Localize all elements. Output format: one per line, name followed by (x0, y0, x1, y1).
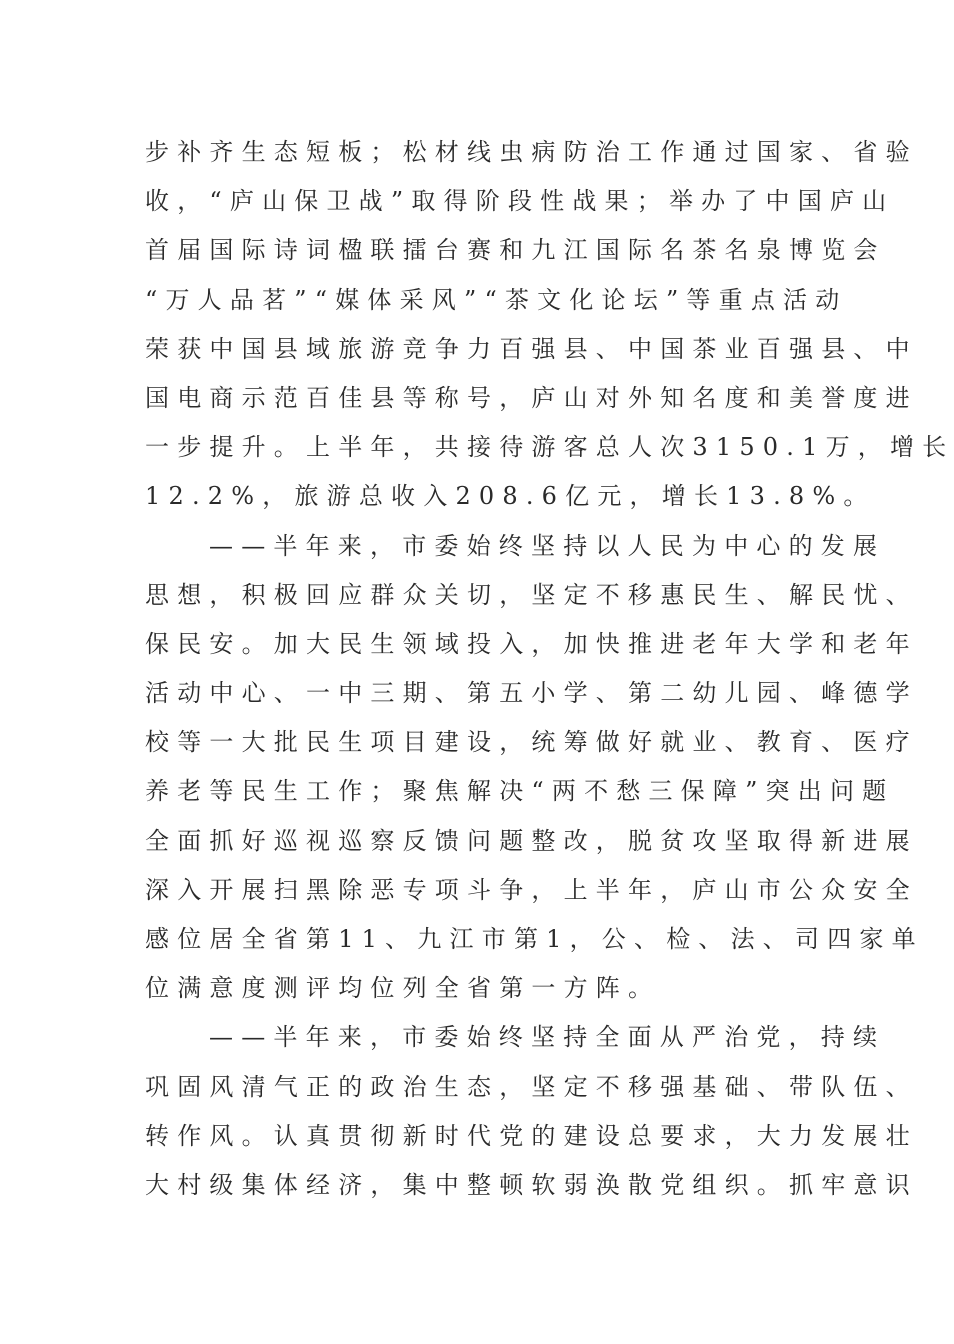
text-line: 一步提升。上半年，共接待游客总人次3150.1万，增长 (145, 433, 954, 462)
text-line: 转作风。认真贯彻新时代党的建设总要求，大力发展壮 (145, 1121, 918, 1150)
document-body (145, 128, 954, 1210)
text-line: 养老等民生工作；聚焦解决“两不愁三保障”突出问题 (145, 777, 895, 806)
text-line: 12.2%，旅游总收入208.6亿元，增长13.8%。 (145, 482, 876, 511)
text-line: 保民安。加大民生领域投入，加快推进老年大学和老年 (145, 629, 918, 658)
text-line: “万人品茗”“媒体采风”“茶文化论坛”等重点活动 (145, 285, 848, 314)
text-line: 首届国际诗词楹联擂台赛和九江国际名茶名泉博览会 (145, 236, 886, 265)
text-line: 思想，积极回应群众关切，坚定不移惠民生、解民忧、 (145, 580, 918, 609)
text-line: 深入开展扫黑除恶专项斗争，上半年，庐山市公众安全 (145, 875, 918, 904)
text-line: 收，“庐山保卫战”取得阶段性战果；举办了中国庐山 (145, 187, 895, 216)
text-line: 校等一大批民生项目建设，统筹做好就业、教育、医疗 (145, 728, 918, 757)
text-line: 步补齐生态短板；松材线虫病防治工作通过国家、省验 (145, 138, 918, 166)
text-line: 位满意度测评均位列全省第一方阵。 (145, 974, 661, 1003)
text-line: 巩固风清气正的政治生态，坚定不移强基础、带队伍、 (145, 1072, 918, 1101)
paragraph-start-line: ——半年来，市委始终坚持以人民为中心的发展 (209, 531, 886, 560)
text-line: 活动中心、一中三期、第五小学、第二幼儿园、峰德学 (145, 679, 918, 708)
text-line: 大村级集体经济，集中整顿软弱涣散党组织。抓牢意识 (145, 1170, 918, 1199)
text-line: 全面抓好巡视巡察反馈问题整改，脱贫攻坚取得新进展 (145, 826, 918, 855)
text-line: 国电商示范百佳县等称号，庐山对外知名度和美誉度进 (145, 383, 918, 412)
paragraph-start-line: ——半年来，市委始终坚持全面从严治党，持续 (209, 1023, 886, 1052)
text-line: 感位居全省第11、九江市第1，公、检、法、司四家单 (145, 925, 924, 953)
text-line: 荣获中国县域旅游竞争力百强县、中国茶业百强县、中 (145, 334, 918, 363)
